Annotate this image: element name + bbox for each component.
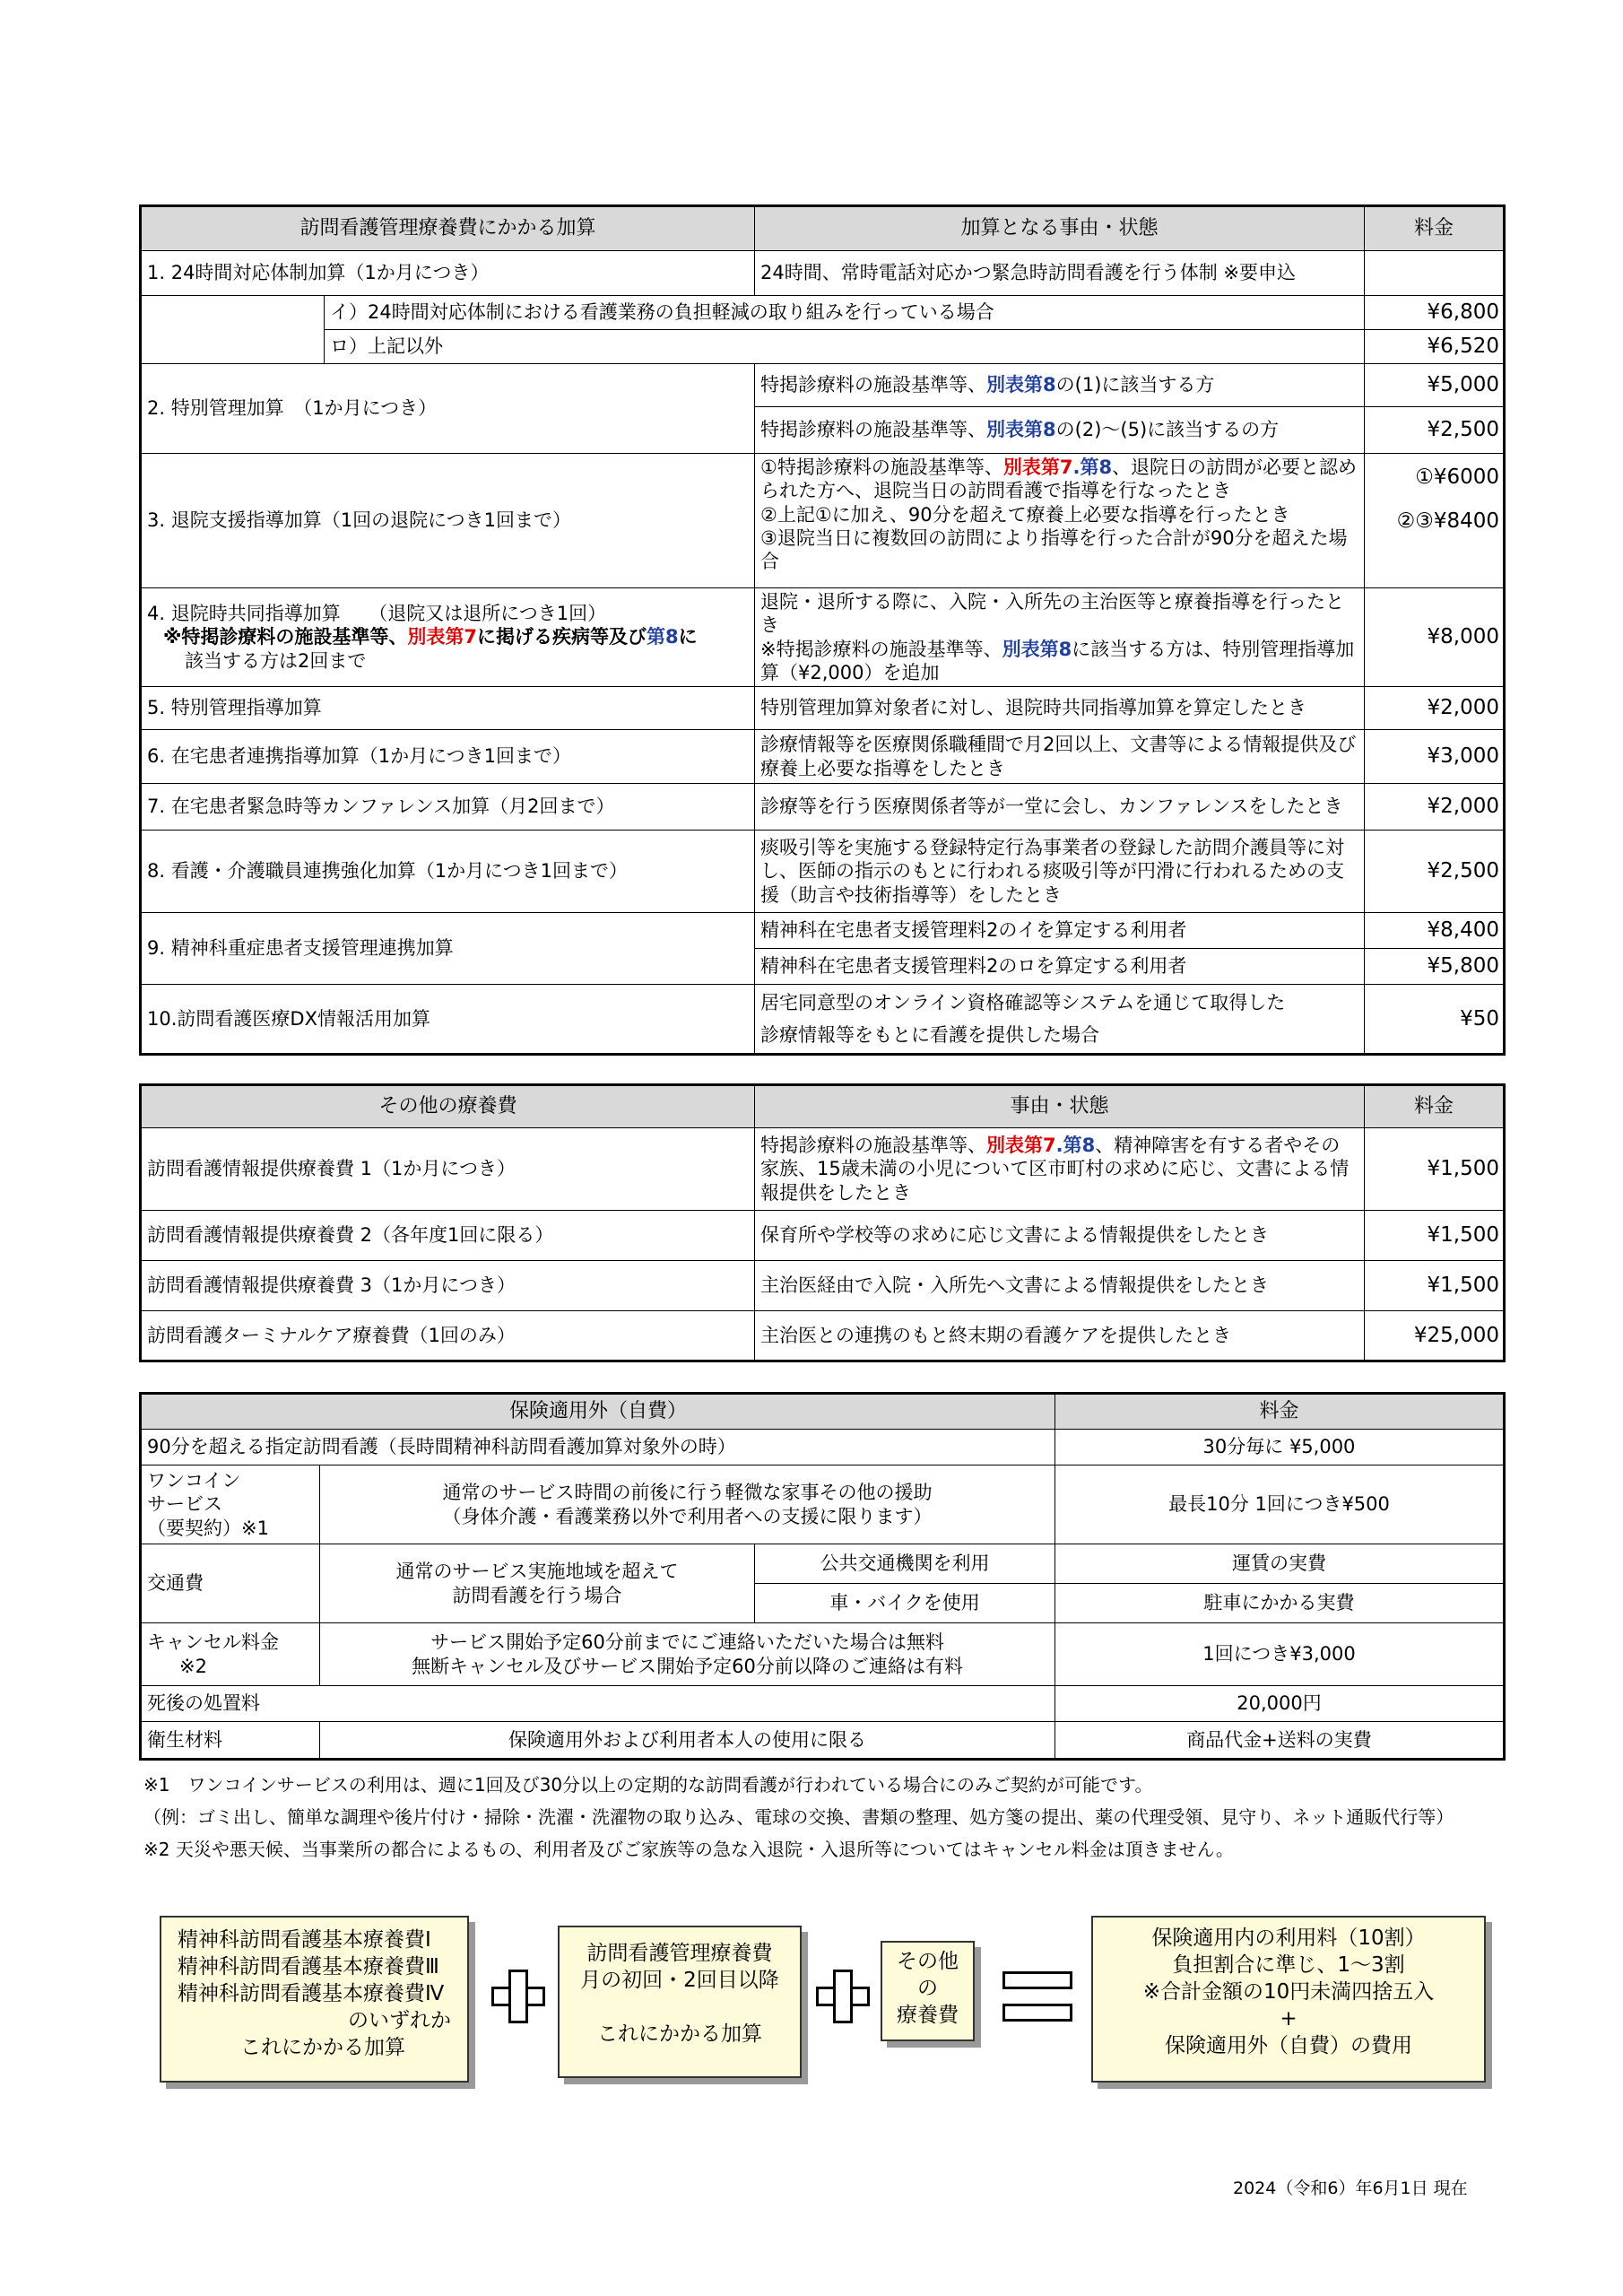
table-row bbox=[141, 296, 1505, 330]
table-row bbox=[141, 364, 1505, 407]
formula-box-basic: 精神科訪問看護基本療養費Ⅰ 精神科訪問看護基本療養費Ⅲ 精神科訪問看護基本療養費Ⅳ のいずれか これにかかる加算 bbox=[160, 1916, 469, 2083]
table-row bbox=[141, 687, 1505, 730]
table-row bbox=[141, 1311, 1505, 1361]
row-fee: ¥2,000 bbox=[1365, 687, 1505, 730]
row-reason: 特別管理加算対象者に対し、退院時共同指導加算を算定したとき bbox=[755, 687, 1365, 730]
self-pay-table bbox=[139, 1392, 1506, 1761]
row-desc: サービス開始予定60分前までにご連絡いただいた場合は無料 無断キャンセル及びサービス開始予定60分前以降のご連絡は有料 bbox=[320, 1623, 1055, 1686]
table-row bbox=[141, 730, 1505, 784]
row-fee: ¥50 bbox=[1365, 985, 1505, 1055]
note-1: ※1 ワンコインサービスの利用は、週に1回及び30分以上の定期的な訪問看護が行われている場合にのみご契約が可能です。 bbox=[143, 1774, 1153, 1796]
row-fee: 商品代金+送料の実費 bbox=[1055, 1722, 1505, 1760]
row-fee: ¥1,500 bbox=[1365, 1261, 1505, 1311]
table-row bbox=[141, 985, 1505, 1055]
header-fee: 料金 bbox=[1055, 1394, 1505, 1430]
table-row bbox=[141, 454, 1505, 588]
row-name: 6. 在宅患者連携指導加算（1か月につき1回まで） bbox=[141, 730, 755, 784]
row-reason: 保育所や学校等の求めに応じ文書による情報提供をしたとき bbox=[755, 1211, 1365, 1261]
header-addition: 訪問看護管理療養費にかかる加算 bbox=[141, 206, 755, 251]
row-fee: ¥6,800 bbox=[1365, 296, 1505, 330]
row-fee: ①¥6000 ②③¥8400 bbox=[1365, 454, 1505, 588]
row-reason: ①特掲診療料の施設基準等、別表第7.第8、退院日の訪問が必要と認められた方へ、退院当日の訪問看護で指導を行なったとき ②上記①に加え、90分を超えて療養上必要な指導を行ったとき ③退院当日に複数回の訪問により指導を行った合計が90分を超えた場合 bbox=[755, 454, 1365, 588]
row-name: 訪問看護情報提供療養費 2（各年度1回に限る） bbox=[141, 1211, 755, 1261]
row-label: 死後の処置料 bbox=[141, 1686, 1055, 1722]
row-sub: イ）24時間対応体制における看護業務の負担軽減の取り組みを行っている場合 bbox=[325, 296, 1365, 330]
row-sub: 車・バイクを使用 bbox=[755, 1584, 1055, 1623]
row-name: 訪問看護情報提供療養費 1（1か月につき） bbox=[141, 1128, 755, 1211]
row-fee: ¥6,520 bbox=[1365, 330, 1505, 364]
row-fee: ¥5,000 bbox=[1365, 364, 1505, 407]
note-2: ※2 天災や悪天候、当事業所の都合によるもの、利用者及びご家族等の急な入退院・入退所等についてはキャンセル料金は頂きません。 bbox=[143, 1839, 1234, 1860]
row-reason: 主治医経由で入院・入所先へ文書による情報提供をしたとき bbox=[755, 1261, 1365, 1311]
formula-box-management: 訪問看護管理療養費 月の初回・2回目以降 これにかかる加算 bbox=[558, 1926, 802, 2078]
table-row bbox=[141, 1261, 1505, 1311]
table-row bbox=[141, 784, 1505, 831]
row-name: 4. 退院時共同指導加算 （退院又は退所につき1回） ※特掲診療料の施設基準等、別表第7に掲げる疾病等及び第8に 該当する方は2回まで bbox=[141, 588, 755, 687]
row-fee: ¥25,000 bbox=[1365, 1311, 1505, 1361]
table-row bbox=[141, 330, 1505, 364]
row-reason: 精神科在宅患者支援管理料2のロを算定する利用者 bbox=[755, 949, 1365, 985]
header-fee: 料金 bbox=[1365, 206, 1505, 251]
row-name: 1. 24時間対応体制加算（1か月につき） bbox=[141, 251, 755, 296]
other-fees-table bbox=[139, 1083, 1506, 1362]
row-reason: 診療情報等を医療関係職種間で月2回以上、文書等による情報提供及び療養上必要な指導をしたとき bbox=[755, 730, 1365, 784]
row-reason: 特掲診療料の施設基準等、別表第8の(1)に該当する方 bbox=[755, 364, 1365, 407]
additional-fees-table bbox=[139, 204, 1506, 1056]
formula-box-total: 保険適用内の利用料（10割） 負担割合に準じ、1～3割 ※合計金額の10円未満四捨五入 + 保険適用外（自費）の費用 bbox=[1091, 1916, 1486, 2083]
row-fee: ¥2,500 bbox=[1365, 407, 1505, 454]
header-fee: 料金 bbox=[1365, 1085, 1505, 1128]
table-row bbox=[141, 1465, 1505, 1544]
footnotes bbox=[143, 1769, 1454, 1866]
effective-date: 2024（令和6）年6月1日 現在 bbox=[1233, 2179, 1468, 2198]
row-label: 交通費 bbox=[141, 1544, 320, 1623]
table-row bbox=[141, 588, 1505, 687]
row-fee: ¥5,800 bbox=[1365, 949, 1505, 985]
header-self-pay: 保険適用外（自費） bbox=[141, 1394, 1055, 1430]
row-fee: ¥1,500 bbox=[1365, 1128, 1505, 1211]
row-fee: 20,000円 bbox=[1055, 1686, 1505, 1722]
plus-icon bbox=[816, 1970, 870, 2023]
table-row bbox=[141, 1211, 1505, 1261]
row-sub: ロ）上記以外 bbox=[325, 330, 1365, 364]
row-fee: 駐車にかかる実費 bbox=[1055, 1584, 1505, 1623]
row-reason: 診療等を行う医療関係者等が一堂に会し、カンファレンスをしたとき bbox=[755, 784, 1365, 831]
header-reason: 事由・状態 bbox=[755, 1085, 1365, 1128]
row-reason: 24時間、常時電話対応かつ緊急時訪問看護を行う体制 ※要申込 bbox=[755, 251, 1365, 296]
row-reason: 退院・退所する際に、入院・入所先の主治医等と療養指導を行ったとき ※特掲診療料の施設基準等、別表第8に該当する方は、特別管理指導加算（¥2,000）を追加 bbox=[755, 588, 1365, 687]
row-reason: 痰吸引等を実施する登録特定行為事業者の登録した訪問介護員等に対し、医師の指示のもとに行われる痰吸引等が円滑に行われるための支援（助言や技術指導等）をしたとき bbox=[755, 831, 1365, 913]
row-reason: 主治医との連携のもと終末期の看護ケアを提供したとき bbox=[755, 1311, 1365, 1361]
table-row bbox=[141, 1722, 1505, 1760]
row-desc: 通常のサービス時間の前後に行う軽微な家事その他の援助 （身体介護・看護業務以外で利用者への支援に限ります） bbox=[320, 1465, 1055, 1544]
row-fee: ¥2,000 bbox=[1365, 784, 1505, 831]
row-desc: 保険適用外および利用者本人の使用に限る bbox=[320, 1722, 1055, 1760]
table-row bbox=[141, 913, 1505, 949]
row-label: 衛生材料 bbox=[141, 1722, 320, 1760]
table-row bbox=[141, 1128, 1505, 1211]
row-name: 3. 退院支援指導加算（1回の退院につき1回まで） bbox=[141, 454, 755, 588]
table-row bbox=[141, 1430, 1505, 1465]
table-row bbox=[141, 1686, 1505, 1722]
header-reason: 加算となる事由・状態 bbox=[755, 206, 1365, 251]
table-row bbox=[141, 1544, 1505, 1584]
row-fee: ¥3,000 bbox=[1365, 730, 1505, 784]
row-reason: 特掲診療料の施設基準等、別表第7.第8、精神障害を有する者やその家族、15歳未満の小児について区市町村の求めに応じ、文書による情報提供をしたとき bbox=[755, 1128, 1365, 1211]
table-row bbox=[141, 1623, 1505, 1686]
row-label: ワンコイン サービス （要契約）※1 bbox=[141, 1465, 320, 1544]
row-desc: 通常のサービス実施地域を超えて 訪問看護を行う場合 bbox=[320, 1544, 755, 1623]
row-name: 5. 特別管理指導加算 bbox=[141, 687, 755, 730]
row-label: キャンセル料金 ※2 bbox=[141, 1623, 320, 1686]
row-fee: ¥8,000 bbox=[1365, 588, 1505, 687]
row-reason: 精神科在宅患者支援管理料2のイを算定する利用者 bbox=[755, 913, 1365, 949]
row-name: 9. 精神科重症患者支援管理連携加算 bbox=[141, 913, 755, 985]
header-other: その他の療養費 bbox=[141, 1085, 755, 1128]
row-name: 10.訪問看護医療DX情報活用加算 bbox=[141, 985, 755, 1055]
row-reason: 居宅同意型のオンライン資格確認等システムを通じて取得した 診療情報等をもとに看護を提供した場合 bbox=[755, 985, 1365, 1055]
row-sub: 公共交通機関を利用 bbox=[755, 1544, 1055, 1584]
table-row bbox=[141, 251, 1505, 296]
row-fee: 最長10分 1回につき¥500 bbox=[1055, 1465, 1505, 1544]
row-name: 2. 特別管理加算 （1か月につき） bbox=[141, 364, 755, 454]
row-reason: 特掲診療料の施設基準等、別表第8の(2)～(5)に該当するの方 bbox=[755, 407, 1365, 454]
row-name: 90分を超える指定訪問看護（長時間精神科訪問看護加算対象外の時） bbox=[141, 1430, 1055, 1465]
row-name: 7. 在宅患者緊急時等カンファレンス加算（月2回まで） bbox=[141, 784, 755, 831]
equals-icon bbox=[1002, 1971, 1072, 2022]
row-fee: ¥2,500 bbox=[1365, 831, 1505, 913]
row-name: 訪問看護情報提供療養費 3（1か月につき） bbox=[141, 1261, 755, 1311]
row-fee: ¥8,400 bbox=[1365, 913, 1505, 949]
row-name: 訪問看護ターミナルケア療養費（1回のみ） bbox=[141, 1311, 755, 1361]
table-row bbox=[141, 831, 1505, 913]
note-example: （例：ゴミ出し、簡単な調理や後片付け・掃除・洗濯・洗濯物の取り込み、電球の交換、書類の整理、処方箋の提出、薬の代理受領、見守り、ネット通販代行等） bbox=[143, 1806, 1454, 1828]
row-fee: 30分毎に ¥5,000 bbox=[1055, 1430, 1505, 1465]
formula-box-other: その他 の 療養費 bbox=[881, 1941, 975, 2041]
row-fee: ¥1,500 bbox=[1365, 1211, 1505, 1261]
plus-icon bbox=[491, 1970, 545, 2023]
row-fee: 1回につき¥3,000 bbox=[1055, 1623, 1505, 1686]
row-fee: 運賃の実費 bbox=[1055, 1544, 1505, 1584]
row-name: 8. 看護・介護職員連携強化加算（1か月につき1回まで） bbox=[141, 831, 755, 913]
